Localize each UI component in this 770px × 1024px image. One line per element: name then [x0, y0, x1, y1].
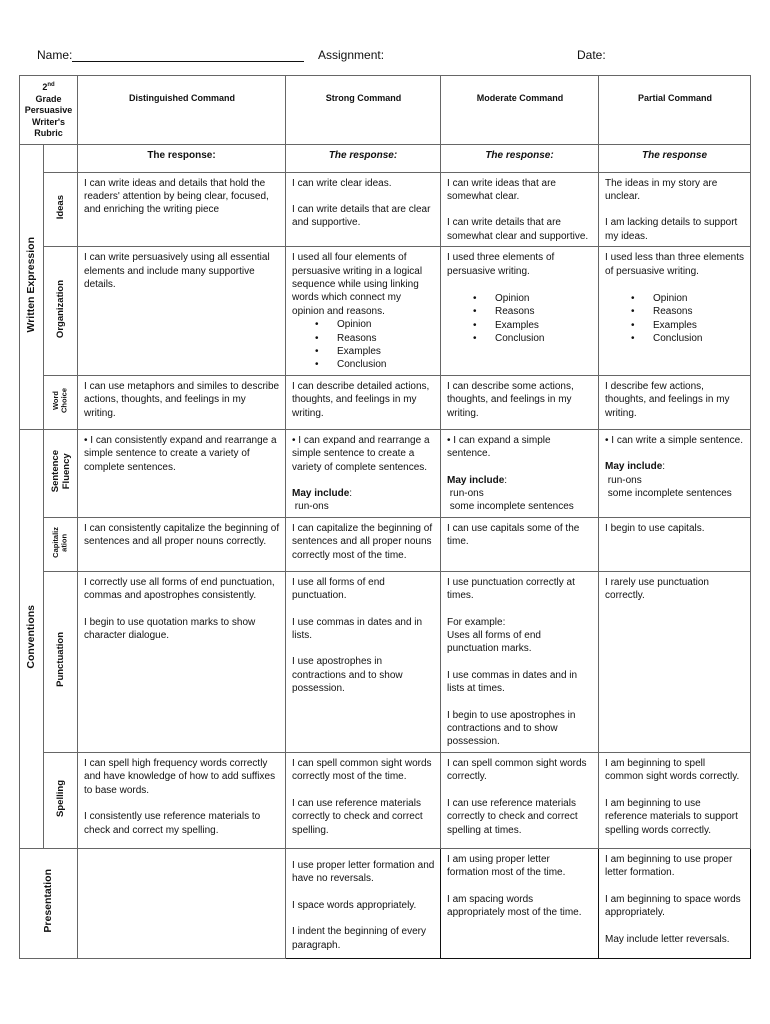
bullet-list	[605, 292, 745, 346]
col-strong: Strong Command	[286, 76, 441, 145]
cell-organization-moderate: I used three elements of persuasive writing. • Opinion • Reasons • Examples • Conclusion	[441, 247, 599, 376]
row-organization	[20, 247, 751, 376]
rubric-title: 2nd Grade Persuasive Writer's Rubric	[20, 76, 78, 145]
cell-presentation-partial: I am beginning to use proper letter formation. I am beginning to space words appropriately. May include letter reversals.	[599, 848, 751, 958]
cell-spelling-moderate: I can spell common sight words correctly. I can use reference materials correctly to check and correct spelling at times.	[441, 752, 599, 848]
name-blank[interactable]	[72, 49, 304, 62]
cell-word-choice-strong: I can describe detailed actions, thoughts, and feelings in my writing.	[286, 375, 441, 429]
row-label-word-choice: Word Choice	[44, 375, 78, 429]
bullet-list	[292, 318, 435, 372]
response-row	[20, 144, 751, 172]
col-moderate: Moderate Command	[441, 76, 599, 145]
list-item: • Conclusion	[495, 332, 593, 345]
cell-spelling-strong: I can spell common sight words correctly most of the time. I can use reference materials correctly to check and correct spelling.	[286, 752, 441, 848]
cell-capitalization-partial: I begin to use capitals.	[599, 517, 751, 571]
col-distinguished: Distinguished Command	[78, 76, 286, 145]
cell-capitalization-strong: I can capitalize the beginning of sentences and all proper nouns correctly most of the time.	[286, 517, 441, 571]
list-item: • Opinion	[495, 292, 593, 305]
cell-presentation-strong: I use proper letter formation and have no reversals. I space words appropriately. I indent the beginning of every paragraph.	[286, 848, 441, 958]
cell-ideas-moderate: I can write ideas that are somewhat clear. I can write details that are somewhat clear and supportive.	[441, 172, 599, 247]
column-header-row	[20, 76, 751, 145]
group-presentation: Presentation	[20, 848, 78, 958]
list-item: • Reasons	[337, 332, 435, 345]
cell-capitalization-moderate: I can use capitals some of the time.	[441, 517, 599, 571]
list-item: • Examples	[337, 345, 435, 358]
name-label: Name:	[37, 48, 73, 62]
row-punctuation	[20, 571, 751, 752]
assignment-label: Assignment:	[318, 48, 385, 62]
list-item: • Conclusion	[653, 332, 745, 345]
response-partial: The response	[599, 144, 751, 172]
group-written-expression: Written Expression	[20, 144, 44, 429]
row-label-punctuation: Punctuation	[44, 571, 78, 752]
rubric-table	[19, 75, 751, 959]
col-partial: Partial Command	[599, 76, 751, 145]
row-label-capitalization: Capitaliz ation	[44, 517, 78, 571]
row-ideas	[20, 172, 751, 247]
cell-punctuation-strong: I use all forms of end punctuation. I use commas in dates and in lists. I use apostrophes in contractions and to show possession.	[286, 571, 441, 752]
cell-fluency-distinguished: • I can consistently expand and rearrange a simple sentence to create a variety of complete sentences.	[78, 429, 286, 517]
cell-ideas-distinguished: I can write ideas and details that hold the readers' attention by being clear, focused, and enriching the writing piece	[78, 172, 286, 247]
cell-fluency-partial: • I can write a simple sentence. May include: run-ons some incomplete sentences	[599, 429, 751, 517]
group-conventions: Conventions	[20, 429, 44, 848]
cell-capitalization-distinguished: I can consistently capitalize the beginning of sentences and all proper nouns correctly.	[78, 517, 286, 571]
bullet-list	[447, 292, 593, 346]
row-sentence-fluency	[20, 429, 751, 517]
cell-punctuation-partial: I rarely use punctuation correctly.	[599, 571, 751, 752]
cell-punctuation-moderate: I use punctuation correctly at times. For example: Uses all forms of end punctuation marks. I use commas in dates and in lists at times. I begin to use apostrophes in contractions and to show possession.	[441, 571, 599, 752]
row-label-ideas: Ideas	[44, 172, 78, 247]
row-word-choice	[20, 375, 751, 429]
list-item: • Examples	[495, 319, 593, 332]
cell-spelling-partial: I am beginning to spell common sight words correctly. I am beginning to use reference materials to support spelling words correctly.	[599, 752, 751, 848]
cell-word-choice-moderate: I can describe some actions, thoughts, and feelings in my writing.	[441, 375, 599, 429]
date-label: Date:	[577, 48, 606, 62]
cell-organization-partial: I used less than three elements of persuasive writing. • Opinion • Reasons • Examples • Conclusion	[599, 247, 751, 376]
cell-organization-distinguished: I can write persuasively using all essential elements and include many supportive details.	[78, 247, 286, 376]
row-spelling	[20, 752, 751, 848]
list-item: • Opinion	[337, 318, 435, 331]
cell-spelling-distinguished: I can spell high frequency words correctly and have knowledge of how to add suffixes to base words. I consistently use reference materials to check and correct my spelling.	[78, 752, 286, 848]
cell-word-choice-partial: I describe few actions, thoughts, and feelings in my writing.	[599, 375, 751, 429]
cell-presentation-moderate: I am using proper letter formation most of the time. I am spacing words appropriately most of the time.	[441, 848, 599, 958]
row-label-sentence-fluency: Sentence Fluency	[44, 429, 78, 517]
list-item: • Examples	[653, 319, 745, 332]
row-presentation	[20, 848, 751, 958]
cell-punctuation-distinguished: I correctly use all forms of end punctuation, commas and apostrophes consistently. I begin to use quotation marks to show character dialogue.	[78, 571, 286, 752]
name-field[interactable]	[37, 48, 304, 62]
row-capitalization	[20, 517, 751, 571]
row-label-organization: Organization	[44, 247, 78, 376]
list-item: • Reasons	[495, 305, 593, 318]
list-item: • Conclusion	[337, 358, 435, 371]
cell-presentation-distinguished	[78, 848, 286, 958]
list-item: • Opinion	[653, 292, 745, 305]
cell-ideas-strong: I can write clear ideas. I can write details that are clear and supportive.	[286, 172, 441, 247]
row-label-spelling: Spelling	[44, 752, 78, 848]
list-item: • Reasons	[653, 305, 745, 318]
response-blank	[44, 144, 78, 172]
response-strong: The response:	[286, 144, 441, 172]
cell-organization-strong: I used all four elements of persuasive writing in a logical sequence while using linking words which connect my opinion and reasons. • Opinion • Reasons • Examples • Conclusion	[286, 247, 441, 376]
response-moderate: The response:	[441, 144, 599, 172]
cell-fluency-moderate: • I can expand a simple sentence. May include: run-ons some incomplete sentences	[441, 429, 599, 517]
response-distinguished: The response:	[78, 144, 286, 172]
cell-word-choice-distinguished: I can use metaphors and similes to describe actions, thoughts, and feelings in my writing.	[78, 375, 286, 429]
cell-ideas-partial: The ideas in my story are unclear. I am lacking details to support my ideas.	[599, 172, 751, 247]
cell-fluency-strong: • I can expand and rearrange a simple sentence to create a variety of complete sentences. May include: run-ons	[286, 429, 441, 517]
